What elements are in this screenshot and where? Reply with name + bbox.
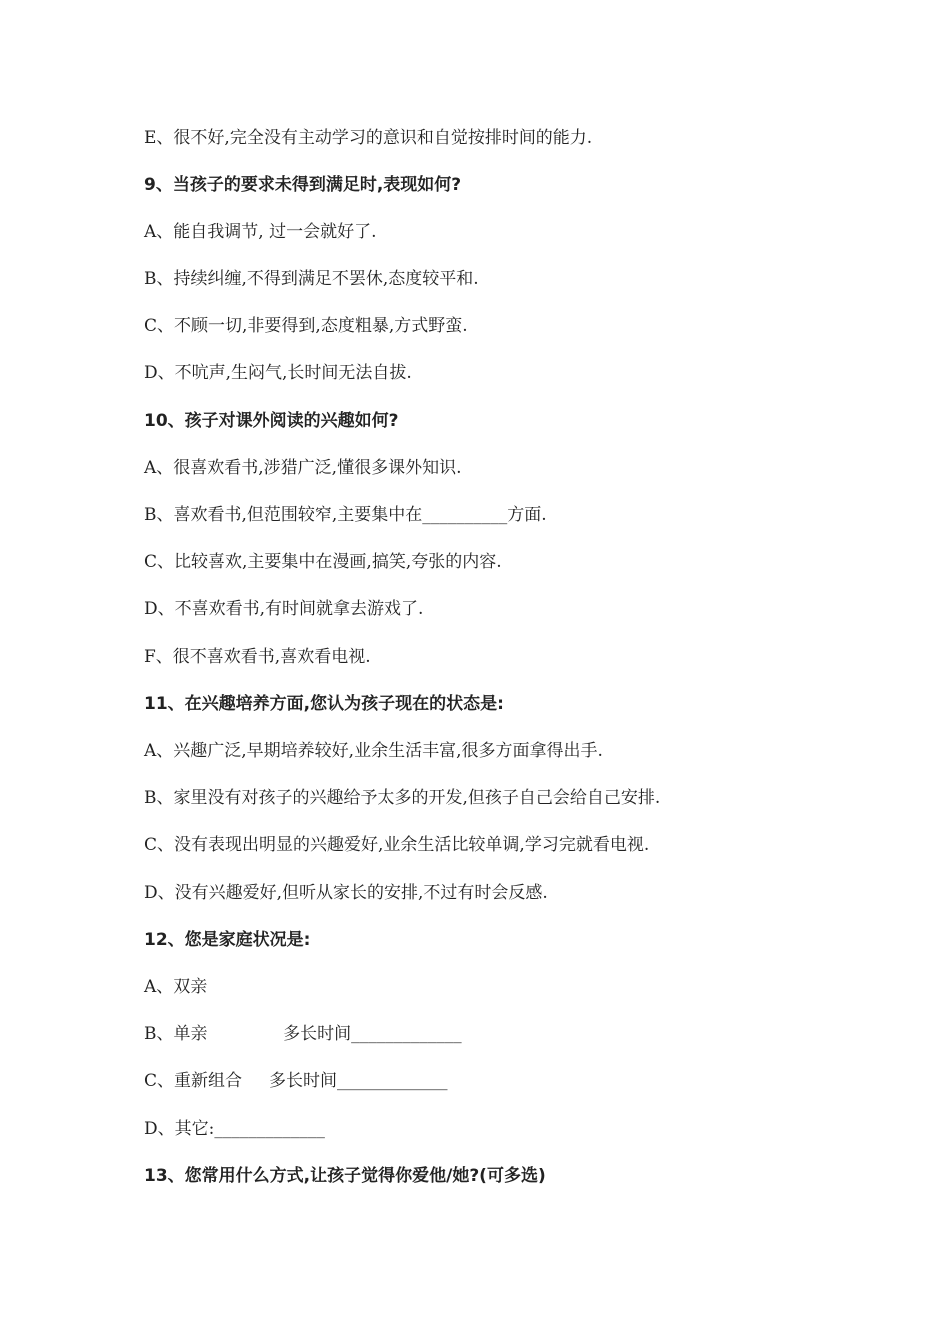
option-10-d: D、不喜欢看书,有时间就拿去游戏了. [144,599,424,619]
question-13: 13、您常用什么方式,让孩子觉得你爱他/她?(可多选) [144,1166,546,1186]
option-10-a: A、很喜欢看书,涉猎广泛,懂很多课外知识. [144,458,462,478]
option-9-b: B、持续纠缠,不得到满足不罢休,态度较平和. [144,269,479,289]
option-12-a: A、双亲 [144,977,208,997]
question-10: 10、孩子对课外阅读的兴趣如何? [144,411,399,431]
option-10-c: C、比较喜欢,主要集中在漫画,搞笑,夸张的内容. [144,552,502,572]
option-9-prev-e: E、很不好,完全没有主动学习的意识和自觉按排时间的能力. [144,128,593,148]
question-12: 12、您是家庭状况是: [144,930,311,950]
question-11: 11、在兴趣培养方面,您认为孩子现在的状态是: [144,694,504,714]
option-9-a: A、能自我调节, 过一会就好了. [144,222,377,242]
option-12-d: D、其它:_____________ [144,1119,325,1139]
option-10-f: F、很不喜欢看书,喜欢看电视. [144,647,371,667]
option-12-c: C、重新组合 多长时间_____________ [144,1071,448,1091]
option-11-d: D、没有兴趣爱好,但听从家长的安排,不过有时会反感. [144,883,548,903]
option-10-b: B、喜欢看书,但范围较窄,主要集中在__________方面. [144,505,547,525]
option-11-c: C、没有表现出明显的兴趣爱好,业余生活比较单调,学习完就看电视. [144,835,650,855]
option-9-d: D、不吭声,生闷气,长时间无法自拔. [144,363,412,383]
option-12-b: B、单亲 多长时间_____________ [144,1024,462,1044]
option-11-a: A、兴趣广泛,早期培养较好,业余生活丰富,很多方面拿得出手. [144,741,603,761]
option-11-b: B、家里没有对孩子的兴趣给予太多的开发,但孩子自己会给自己安排. [144,788,661,808]
question-9: 9、当孩子的要求未得到满足时,表现如何? [144,175,462,195]
option-9-c: C、不顾一切,非要得到,态度粗暴,方式野蛮. [144,316,468,336]
